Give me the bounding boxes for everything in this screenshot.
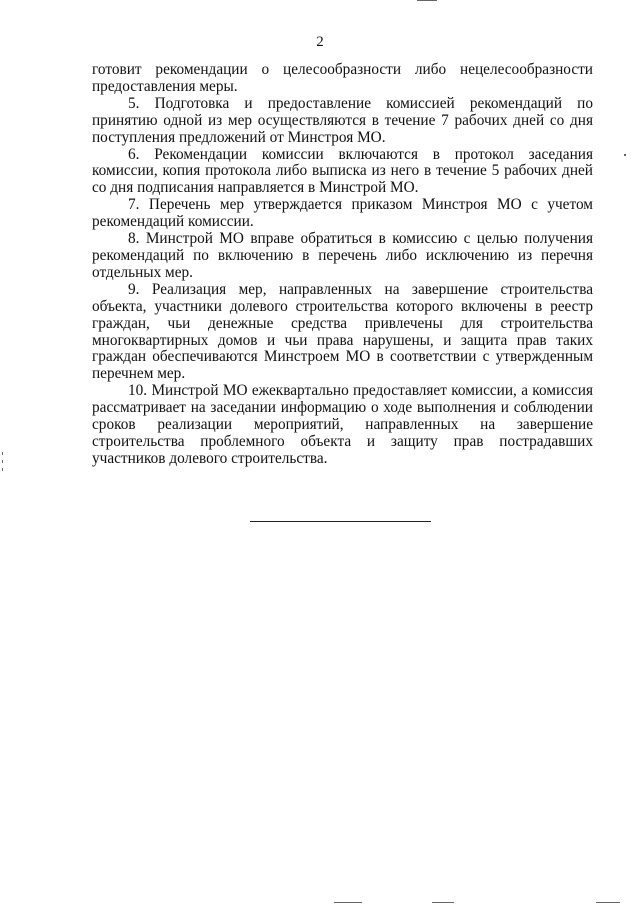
paragraph-10: 10. Минстрой МО ежеквартально предоставляет комиссии, а комиссия рассматривает на заседании информацию о ходе выполнения и соблюдении сроков реализации мероприятий, направленных на завершение строительства проблемного объекта и защиту прав пострадавших участников долевого строительства. [92, 382, 593, 467]
scan-mark-top [417, 0, 437, 1]
paragraph-6: 6. Рекомендации комиссии включаются в протокол заседания комиссии, копия протокола либо выписка из него в течение 5 рабочих дней со дня подписания направляется в Минстрой МО. [92, 145, 593, 197]
scan-mark-left-3 [2, 468, 3, 471]
page-number: 2 [316, 34, 324, 50]
scan-mark-left-1 [2, 452, 3, 455]
paragraph-7: 7. Перечень мер утверждается приказом Минстроя МО с учетом рекомендаций комиссии. [92, 196, 593, 231]
scan-mark-bottom-2 [432, 902, 454, 903]
end-of-text-divider [250, 521, 431, 522]
scan-mark-left-2 [2, 460, 3, 463]
paragraph-continuation: готовит рекомендации о целесообразности либо нецелесообразности предоставления меры. [92, 61, 593, 95]
scan-mark-right [624, 154, 626, 156]
document-body [92, 62, 593, 468]
paragraph-8: 8. Минстрой МО вправе обратиться в комиссию с целью получения рекомендаций по включению в перечень либо исключению из перечня отдельных мер. [92, 230, 593, 281]
scan-mark-bottom-1 [334, 902, 362, 903]
scan-mark-bottom-3 [596, 902, 620, 903]
paragraph-9: 9. Реализация мер, направленных на завершение строительства объекта, участники долевого строительства которого включены в реестр граждан, чьи денежные средства привлечены для строительства многоквартирных домов и чьи права нарушены, и защита прав таких граждан обеспечиваются Минстроем МО в соответствии с утвержденным перечнем мер. [92, 280, 593, 383]
paragraph-5: 5. Подготовка и предоставление комиссией рекомендаций по принятию одной из мер осуществляются в течение 7 рабочих дней со дня поступления предложений от Минстроя МО. [92, 94, 593, 146]
